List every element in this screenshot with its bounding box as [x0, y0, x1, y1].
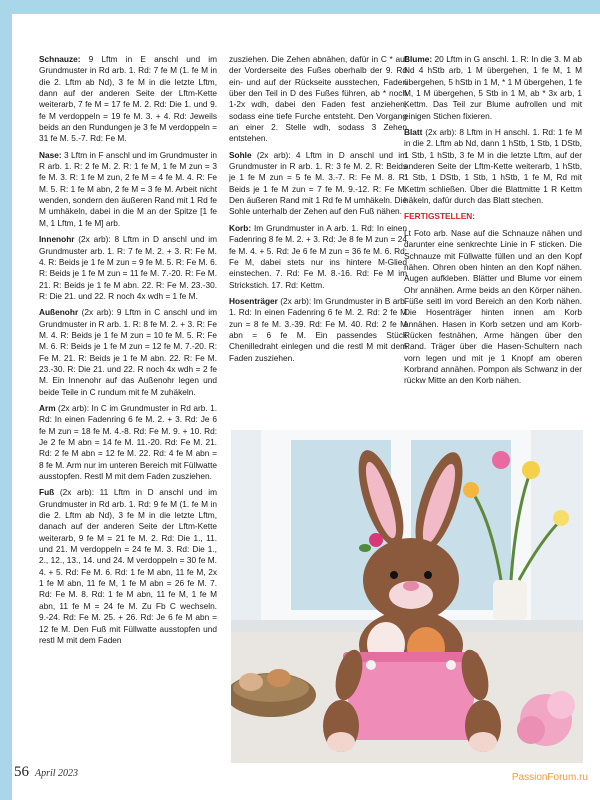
section-text: 20 Lftm in G anschl. 1. R: In die 3. M ab Nd 4 hStb arb, 1 M übergehen, 1 fe M, 1 M übergehen, 5 hStb in 1 M, * 1 M übergehen, 1 fe M, 1 M übergehen, 5 Stb in 1 M, ab * 3x arb, 1 Kettm. Das Teil zur Blume aufrollen und mit einigen Stichen fixieren. — [404, 54, 582, 121]
watermark: PassionForum.ru — [511, 772, 588, 783]
bunny-photo — [231, 430, 583, 763]
col1-paragraph — [39, 307, 217, 398]
section-title: Nase: — [39, 149, 62, 160]
section-title: Außenohr — [39, 307, 79, 318]
section-text: (2x arb): 11 Lftm in D anschl und im Grundmuster in Rd arb. 1. Rd: 9 fe M (1. fe M in die 2. Lftm ab Nd), 3 fe M in die letzte Lftm, danach auf der anderen Seite der Lftm-Kette weiterarb, 9 fe M = 21 fe M. 2. Rd: Die 1., 11. und 21. M verdoppeln = 24 fe M. 3. Rd: Die 1., 2., 12., 13., 14. und 24. M verdoppeln = 30 fe M. 4. + 5. Rd: Fe M. 6. Rd: 1 fe M abn, 11 fe M, 2x 1 fe M abn, 11 fe M, 1 fe M abn = 26 fe M. 7. Rd: Fe M. 8. Rd: 1 fe M abn, 11 fe M, 1 fe M abn, 11 fe M = 24 fe M. Zu Fb C wechseln. 9.-24. Rd: Fe M. 25. + 26. Rd: Je 6 fe M abn = 12 fe M. Den Fuß mit Füllwatte ausstopfen und restl M mit dem Faden — [39, 487, 217, 645]
col3-paragraph — [404, 127, 582, 206]
bunny-illustration — [231, 430, 583, 763]
section-title: Arm — [39, 402, 56, 413]
col3-paragraph — [404, 211, 582, 222]
section-text: 9 Lftm in E anschl und im Grundmuster in Rd arb. 1. Rd: 7 fe M (1. fe M in die 2. Lftm ab Nd), 3 fe M in die letzte Lftm, dann auf der anderen Seite der Lftm-Kette weiterarb, 7 fe M = 17 fe M. 2. Rd: Die 1. und 9. fe M verdoppeln = 19 fe M. 3. + 4. Rd: Jeweils beids an den Rundungen je 3 fe M verdoppeln = 31 fe M. 5.-7. Rd: Fe M. — [39, 54, 217, 144]
column-3 — [404, 54, 582, 392]
section-text: zusziehen. Die Zehen abnähen, dafür in C * auf der Vorderseite des Fußes oberhalb der 9. Rd ein- und auf der Rückseite ausstechen, Faden über den Teil in D des Fußes führen, ab * noch 1-2x wdh, dabei den Faden fest anziehen, sodass eine tiefe Furche entsteht. Den Vorgang an einer 2. Stelle wdh, sodass 3 Zehen entstehen. — [229, 54, 407, 144]
col2-paragraph — [229, 296, 407, 364]
col1-paragraph — [39, 403, 217, 482]
section-text: (2x arb): 8 Lftm in D anschl und im Grundmuster arb. 1. R: 7 fe M. 2. + 3. R: Fe M. 4. R: Beids je 1 fe M zun = 9 fe M. 5. R: Fe M. 6. R: Beids je 1 fe M zun = 11 fe M. 7.-20. R: Fe M. 21. R: Beids je 1 fe M abn. 22. R: Fe M. 23.-30. R: Die 21. und 22. R noch 4x wdh = 1 fe M. — [39, 234, 217, 301]
col1-paragraph — [39, 234, 217, 302]
section-title: Blatt — [404, 127, 423, 138]
page-number: 56 — [14, 764, 29, 780]
col3-paragraph — [404, 54, 582, 122]
col1-paragraph — [39, 150, 217, 229]
section-text: (2x arb): 4 Lftm in D anschl und im Grundmuster in R arb. 1. R: 3 fe M. 2. R: Beids je 1 fe M zun = 5 fe M. 3.-7. R: Fe M. 8. R: Beids je 1 fe M zun = 7 fe M. 9.-12. R: Fe M. Den äußeren Rand mit 1 Rd fe M umhäkeln. Die Sohle unterhalb der Zehen auf den Fuß nähen. — [229, 149, 407, 217]
col2-paragraph — [229, 54, 407, 145]
section-title: FERTIGSTELLEN: — [404, 211, 475, 222]
page-footer — [14, 764, 574, 784]
section-title: Fuß — [39, 487, 55, 498]
section-title: Korb: — [229, 222, 252, 233]
magazine-page — [12, 14, 600, 800]
column-2 — [229, 54, 407, 369]
col2-paragraph — [229, 223, 407, 291]
col1-paragraph — [39, 54, 217, 145]
section-text: Im Grundmuster in A arb. 1. Rd: In einen Fadenring 8 fe M. 2. + 3. Rd: Je 8 fe M zun = 24 fe M. 4. + 5. Rd: Je 6 fe M zun = 36 fe M. 6. Rd: Fe M, dabei stets nur ins hintere M-Glied einstechen. 7. Rd: Fe M. 8.-16. Rd: Fe M im Strickstich. 17. Rd: Kettm. — [229, 222, 407, 290]
section-text: 3 Lftm in F anschl und im Grundmuster in R arb. 1. R: 2 fe M. 2. R: 1 fe M, 1 fe M zun = 3 fe M. 3. R: 1 fe M zun, 2 fe M = 4 fe M. 4. R: Fe M. 5. R: 1 fe M abn, 2 fe M = 3 fe M. Arbeit nicht wenden, sondern den äußeren Rand mit 1 Rd fe M umhäkeln, dabei in die M an der Spitze [1 fe M, 1 Lftm, 1 fe M] arb. — [39, 149, 217, 228]
section-title: Blume: — [404, 54, 433, 64]
issue-date: April 2023 — [35, 768, 79, 779]
section-text: (2x arb): 9 Lftm in C anschl und im Grundmuster in R arb. 1. R: 8 fe M. 2. + 3. R: Fe M. 4. R: Beids je 1 fe M zun = 10 fe M. 5. R: Fe M. 6. R: Beids je 1 fe M zun = 12 fe M. 7.-20. R: Fe M. 21. R: Beids je 1 fe M abn. 22. R: Fe M. 23.-30. R: Die 21. und 22. R noch 4x wdh = 2 fe M. Ein Innenohr auf das Außenohr legen und beide Teile in C rundum mit fe M zuhäkeln. — [39, 307, 217, 397]
section-text: (2x arb): 8 Lftm in H anschl. 1. Rd: 1 fe M in die 2. Lftm ab Nd, dann 1 hStb, 1 Stb, 1 DStb, 1 Stb, 1 hStb, 3 fe M in die letzte Lftm, auf der anderen Seite der Lftm-Kette weiterarb, 1 hStb, 1 Stb, 1 DStb, 1 Stb, 1 hStb, 1 fe M, Rd mit Kettm schließen. Über die Blattmitte 1 R Kettm häkeln, dafür durch das Blatt stechen. — [404, 127, 582, 206]
section-text: Lt Foto arb. Nase auf die Schnauze nähen und darunter eine senkrechte Linie in F sticken. Die Schnauze mit Füllwatte füllen und an den Kopf nähen. Ohren oben hinten an den Kopf nähen. Augen aufkleben. Blätter und Blume vor einem Ohr annähen. Arme beids an den Körper nähen. Füße seitl im vord Bereich an den Korb nähen. Die Hosenträger hinten innen am Korb annähen. Hasen in Korb setzen und am Korb-Rücken festnähen, Arme hängen über den Rand. Träger über die Hasen-Schultern nach vorn legen und mit je 1 Knopf am oberen Korbrand annähen. Pompon als Schwanz in der rückw Mitte an den Korb nähen. — [404, 227, 582, 386]
column-1 — [39, 54, 217, 651]
section-title: Innenohr — [39, 234, 75, 245]
section-text: (2x arb): In C im Grundmuster in Rd arb. 1. Rd: In einen Fadenring 6 fe M. 2. + 3. Rd: Je 6 fe M zun = 18 fe M. 4.-8. Rd: Fe M. 9. + 10. Rd: Je 2 fe M abn = 14 fe M. 11.-20. Rd: Fe M. 21. Rd: 2 fe M abn = 12 fe M. 22. Rd: 4 fe M abn = 8 fe M. Arm nur im unteren Bereich mit Füllwatte ausstopfen. Restl M mit dem Faden zusziehen. — [39, 402, 217, 482]
section-title: Sohle — [229, 149, 252, 160]
section-text: (2x arb): Im Grundmuster in B arb. 1. Rd: In einen Fadenring 6 fe M. 2. Rd: 2 fe M zun = 8 fe M. 3.-39. Rd: Fe M. 40. Rd: 2 fe M abn = 6 fe M. Ein passendes Stück Chenilledraht einlegen und die restl M mit dem Faden zusziehen. — [229, 295, 407, 363]
col2-paragraph — [229, 150, 407, 218]
col1-paragraph — [39, 487, 217, 646]
section-title: Schnauze: — [39, 54, 81, 64]
section-title: Hosenträger — [229, 295, 278, 306]
col3-paragraph — [404, 228, 582, 387]
